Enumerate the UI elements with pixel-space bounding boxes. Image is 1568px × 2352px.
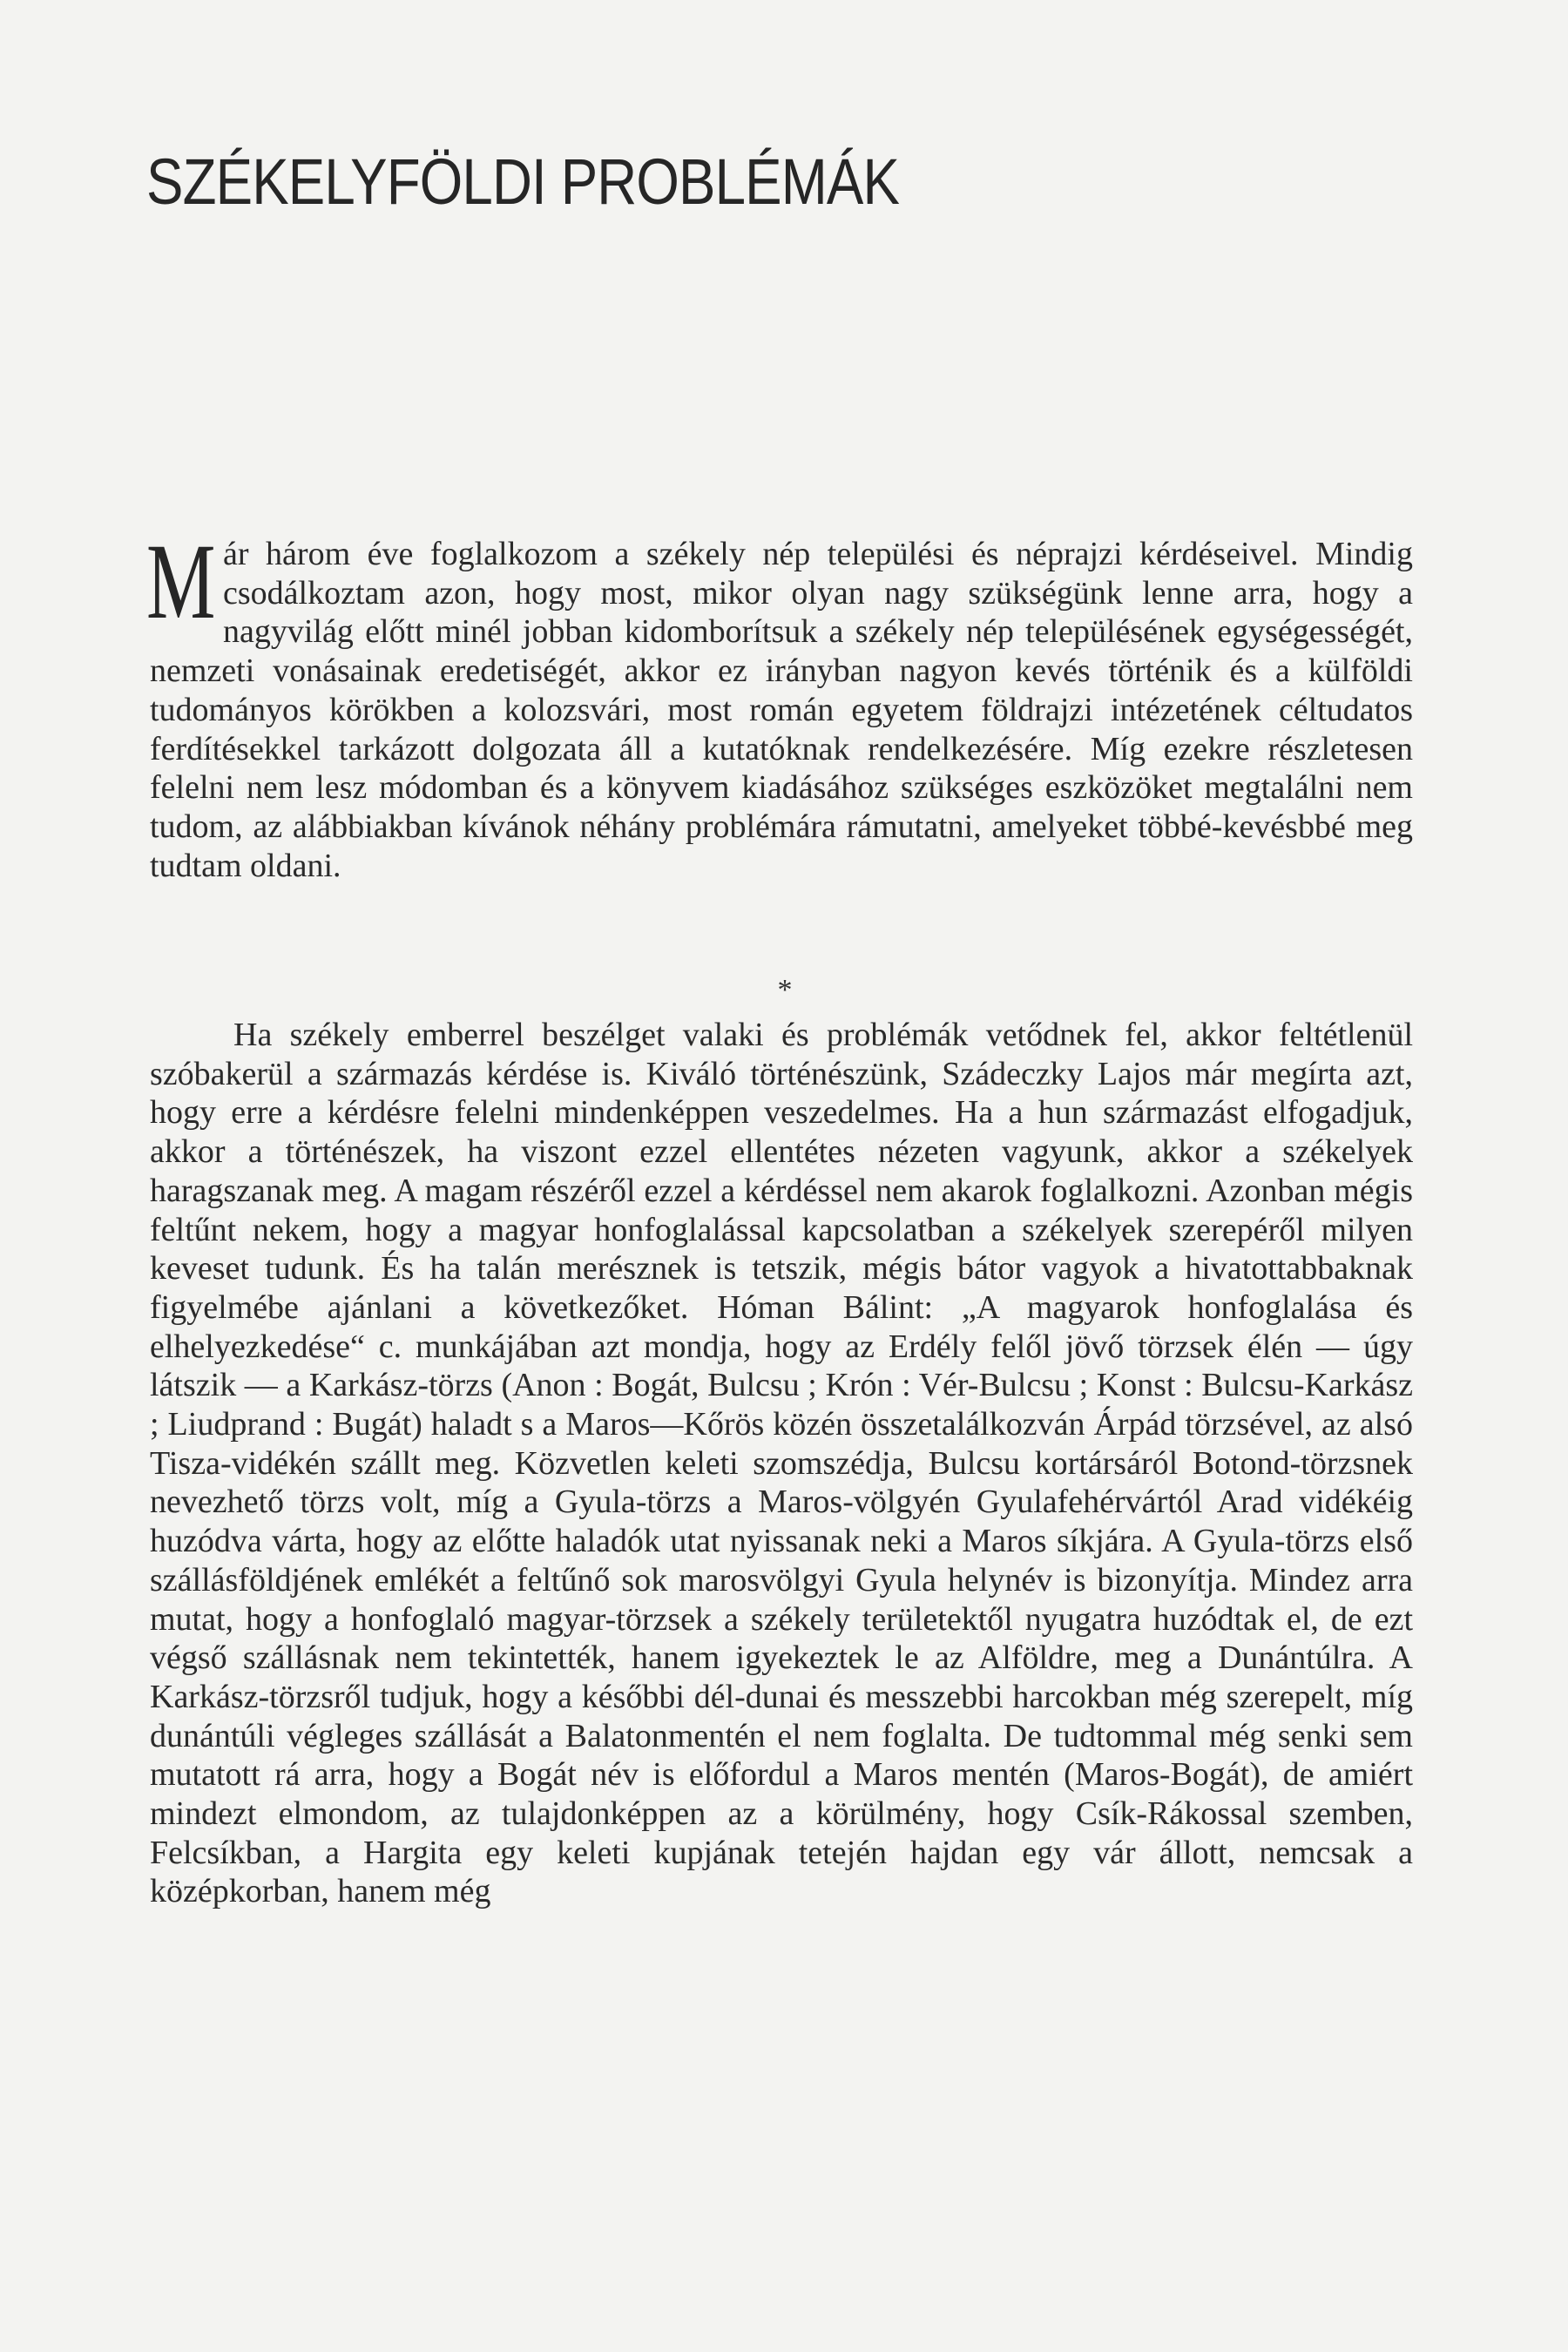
page-title: SZÉKELYFÖLDI PROBLÉMÁK <box>146 145 900 218</box>
drop-cap: M <box>146 522 216 641</box>
section-separator: * <box>777 974 793 1006</box>
paragraph-intro <box>146 522 1413 885</box>
paragraph-intro-text: ár három éve foglalkozom a székely nép települési és néprajzi kérdéseivel. Mindig csodálkoztam azon, hogy most, mikor olyan nagy szükségünk lenne arra, hogy a nagyvilág előtt minél jobban kidomborítsuk a székely nép településének egységességét, nemzeti vonásainak eredetiségét, akkor ez irányban nagyon kevés történik és a külföldi tudományos körökben a kolozsvári, most román egyetem földrajzi intézetének céltudatos ferdítésekkel tarkázott dolgozata áll a kutatóknak rendelkezésére. Míg ezekre részletesen felelni nem lesz módomban és a könyvem kiadásához szükséges eszközöket megtalálni nem tudom, az alábbiakban kívánok néhány problémára rámutatni, amelyeket többé-kevésbbé meg tudtam oldani. <box>150 536 1413 884</box>
paragraph-main: Ha székely emberrel beszélget valaki és problémák vetődnek fel, akkor feltétlenül szóbakerül a származás kérdése is. Kiváló történészünk, Szádeczky Lajos már megírta azt, hogy erre a kérdésre felelni mindenképpen veszedelmes. Ha a hun származást elfogadjuk, akkor a történészek, ha viszont ezzel ellentétes nézeten vagyunk, akkor a székelyek haragszanak meg. A magam részéről ezzel a kérdéssel nem akarok foglalkozni. Azonban mégis feltűnt nekem, hogy a magyar honfoglalással kapcsolatban a székelyek szerepéről milyen keveset tudunk. És ha talán merésznek is tetszik, mégis bátor vagyok a hivatottabbaknak figyelmébe ajánlani a következőket. Hóman Bálint: „A magyarok honfoglalása és elhelyezkedése“ c. munkájában azt mondja, hogy az Erdély felől jövő törzsek élén — úgy látszik — a Karkász-törzs (Anon : Bogát, Bulcsu ; Krón : Vér-Bulcsu ; Konst : Bulcsu-Karkász ; Liudprand : Bugát) haladt s a Maros—Kőrös közén összetalálkozván Árpád törzsével, az alsó Tisza-vidékén szállt meg. Közvetlen keleti szomszédja, Bulcsu kortársáról Botond-törzsnek nevezhető törzs volt, míg a Gyula-törzs a Maros-völgyén Gyulafehérvártól Arad vidékéig huzódva várta, hogy az előtte haladók utat nyissanak neki a Maros síkjára. A Gyula-törzs első szállásföldjének emlékét a feltűnő sok marosvölgyi Gyula helynév is bizonyítja. Mindez arra mutat, hogy a honfoglaló magyar-törzsek a székely területektől nyugatra huzódtak el, de ezt végső szállásnak nem tekintették, hanem igyekeztek le az Alföldre, meg a Dunántúlra. A Karkász-törzsről tudjuk, hogy a későbbi dél-dunai és messzebbi harcokban még szerepelt, míg dunántúli végleges szállását a Balatonmentén el nem foglalta. De tudtommal még senki sem mutatott rá arra, hogy a Bogát név is előfordul a Maros mentén (Maros-Bogát), de amiért mindezt elmondom, az tulajdonképpen az a körülmény, hogy Csík-Rákossal szemben, Felcsíkban, a Hargita egy keleti kupjának tetején hajdan egy vár állott, nemcsak a középkorban, hanem még <box>150 1017 1413 1910</box>
